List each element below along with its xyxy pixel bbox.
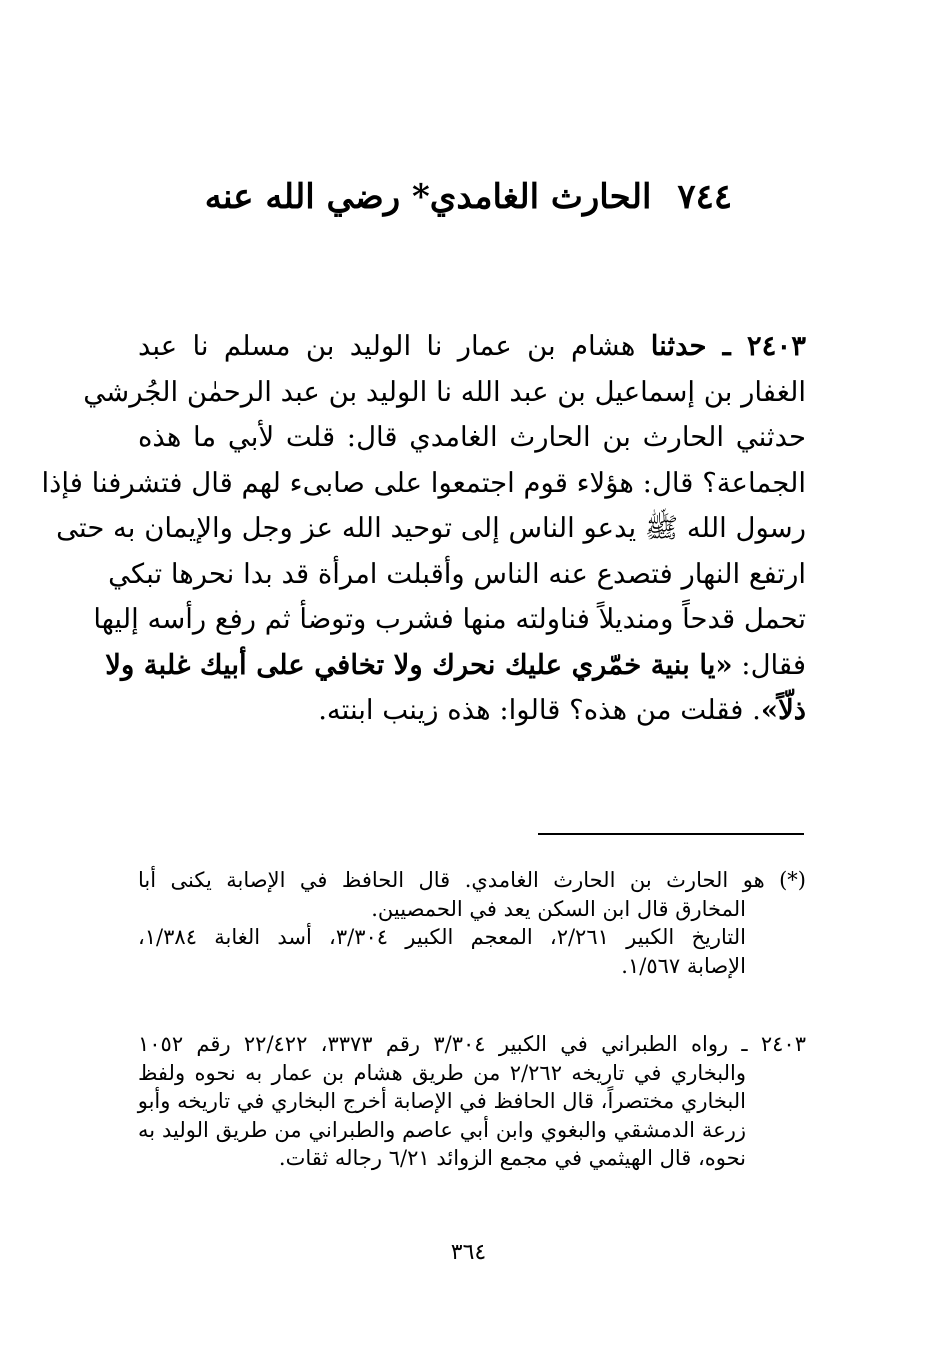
hadith-line-text: هشام بن عمار نا الوليد بن مسلم نا عبد — [138, 330, 651, 362]
footnote-line: البخاري مختصراً، قال الحافظ في الإصابة أخرج البخاري في تاريخه وأبو — [137, 1089, 746, 1113]
footnote-line: والبخاري في تاريخه ٢/٢٦٢ من طريق هشام بن عمار به نحوه ولفظ — [138, 1060, 747, 1085]
chapter-title — [0, 172, 937, 222]
hadith-line-text: حدثني الحارث بن الحارث الغامدي قال: قلت لأبي ما هذه — [138, 421, 806, 453]
footnote-line: ٢٤٠٣ ـ رواه الطبراني في الكبير ٣/٣٠٤ رقم ٣٣٧٣، ٢٢/٤٢٢ رقم ١٠٥٢ — [138, 1032, 806, 1056]
hadith-number: ٢٤٠٣ ـ حدثنا — [650, 330, 806, 362]
chapter-heading: الحارث الغامدي* رضي الله عنه — [204, 177, 652, 217]
footnote-line: نحوه، قال الهيثمي في مجمع الزوائد ٦/٢١ رجاله ثقات. — [278, 1146, 746, 1170]
footnote-line: التاريخ الكبير ٢/٢٦١، المعجم الكبير ٣/٣٠٤، أسد الغابة ١/٣٨٤، — [138, 925, 747, 949]
hadith-line-text: ارتفع النهار فتصدع عنه الناس وأقبلت امرأة قد بدا نحرها تبكي — [108, 557, 806, 590]
hadith-line-text: الجماعة؟ قال: هؤلاء قوم اجتمعوا على صابىء لهم قال فتشرفنا فإذا — [41, 466, 806, 499]
footnote-line: المخارق قال ابن السكن يعد في الحمصيين. — [371, 896, 746, 921]
hadith-line-text: . فقلت من هذه؟ قالوا: هذه زينب ابنته. — [318, 694, 761, 726]
prophet-quote-end: ذلّاً» — [760, 694, 806, 726]
hadith-line — [138, 415, 806, 461]
chapter-number: ٧٤٤ — [677, 177, 733, 217]
page-number: ٣٦٤ — [450, 1240, 487, 1265]
hadith-line — [41, 461, 806, 507]
hadith-line — [93, 597, 806, 643]
hadith-text — [41, 324, 806, 734]
hadith-line-text: رسول الله ﷺ يدعو الناس إلى توحيد الله عز وجل والإيمان به حتى — [56, 512, 806, 544]
footnote-line: زرعة الدمشقي والبغوي وابن أبي عاصم والطبراني من طريق الوليد به — [138, 1117, 746, 1142]
prophet-quote: «يا بنية خمّري عليك نحرك ولا تخافي على أبيك غلبة ولا — [105, 648, 733, 681]
footnote-takhrij — [138, 1030, 806, 1173]
hadith-line — [105, 643, 806, 689]
footnote-line: (*) هو الحارث بن الحارث الغامدي. قال الحافظ في الإصابة يكنى أبا — [138, 868, 806, 892]
hadith-line-text: تحمل قدحاً ومنديلاً فناولته منها فشرب وتوضأ ثم رفع رأسه إليها — [93, 603, 806, 635]
footnote-line: الإصابة ١/٥٦٧. — [621, 953, 746, 978]
hadith-line — [56, 506, 806, 552]
hadith-line — [83, 370, 806, 416]
hadith-line — [108, 552, 806, 598]
hadith-line — [138, 324, 806, 370]
footnote-biography — [138, 866, 806, 980]
hadith-line — [138, 688, 806, 734]
hadith-line-text: فقال: — [732, 648, 806, 681]
footnote-separator — [538, 833, 804, 835]
hadith-line-text: الغفار بن إسماعيل بن عبد الله نا الوليد بن عبد الرحمٰن الجُرشي — [83, 375, 806, 408]
